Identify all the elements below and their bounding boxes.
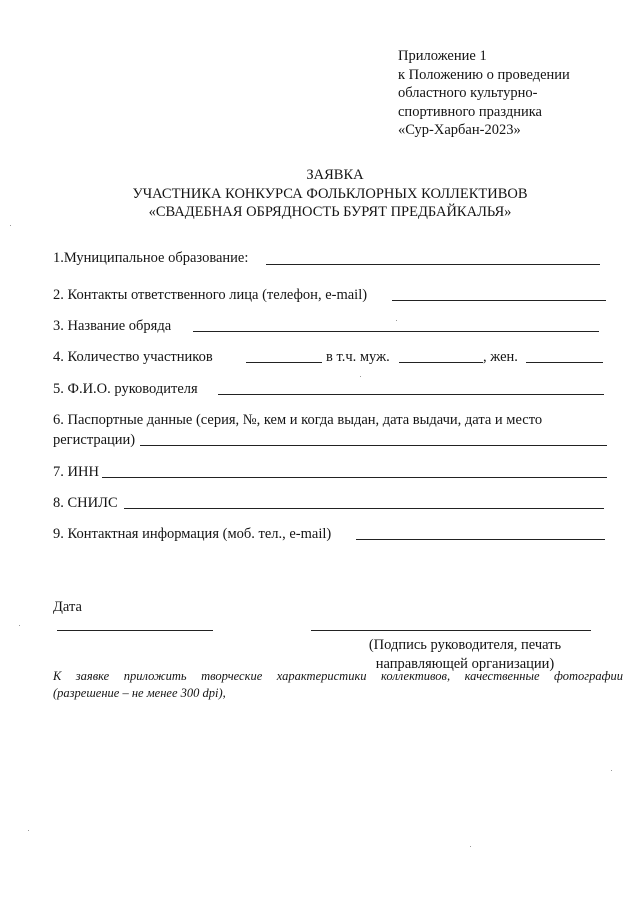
attachment-note (53, 668, 623, 702)
passport-label-line2: регистрации) (53, 432, 136, 448)
form-title (0, 166, 640, 222)
title-line-1: ЗАЯВКА (306, 167, 364, 183)
appendix-line: спортивного праздника (398, 103, 542, 120)
date-label: Дата (53, 599, 82, 615)
date-line[interactable] (57, 630, 213, 631)
appendix-line: Приложение 1 (398, 48, 487, 64)
contact-info-line[interactable] (356, 539, 605, 540)
passport-line[interactable] (140, 445, 607, 446)
title-line-2: УЧАСТНИКА КОНКУРСА ФОЛЬКЛОРНЫХ КОЛЛЕКТИВОВ (132, 185, 528, 202)
participants-female-line[interactable] (526, 362, 603, 363)
rite-name-line[interactable] (193, 331, 599, 332)
title-line-3: «СВАДЕБНАЯ ОБРЯДНОСТЬ БУРЯТ ПРЕДБАЙКАЛЬЯ» (148, 204, 512, 220)
scan-speck (360, 376, 361, 377)
passport-label-line1: 6. Паспортные данные (серия, №, кем и когда выдан, дата выдачи, дата и место (53, 412, 543, 428)
participants-male-label: в т.ч. муж. (326, 349, 390, 365)
municipality-label: 1.Муниципальное образование: (53, 250, 249, 266)
participants-male-line[interactable] (399, 362, 483, 363)
scan-speck (19, 625, 20, 626)
inn-label: 7. ИНН (53, 464, 99, 480)
participants-total-line[interactable] (246, 362, 322, 363)
inn-line[interactable] (102, 477, 607, 478)
leader-name-label: 5. Ф.И.О. руководителя (53, 381, 198, 397)
appendix-line: областного культурно- (398, 85, 538, 101)
appendix-line: «Сур-Харбан-2023» (398, 122, 521, 138)
note-line-2: (разрешение – не менее 300 dpi), (53, 686, 226, 700)
note-line-1: К заявке приложить творческие характеристики коллективов, качественные фотографии (53, 669, 623, 683)
rite-name-label: 3. Название обряда (53, 318, 172, 334)
scan-speck (611, 770, 612, 771)
municipality-line[interactable] (266, 264, 600, 265)
signature-line[interactable] (311, 630, 591, 631)
participants-label: 4. Количество участников (53, 349, 213, 365)
scan-speck (396, 320, 397, 321)
participants-female-label: , жен. (483, 349, 518, 365)
leader-name-line[interactable] (218, 394, 604, 395)
snils-label: 8. СНИЛС (53, 495, 118, 511)
scan-speck (470, 846, 471, 847)
contacts-label: 2. Контакты ответственного лица (телефон, e-mail) (53, 287, 368, 303)
scan-speck (10, 225, 11, 226)
signature-caption-line2: направляющей организации) (375, 655, 555, 672)
snils-line[interactable] (124, 508, 604, 509)
appendix-header (398, 47, 633, 140)
contacts-line[interactable] (392, 300, 606, 301)
contact-info-label: 9. Контактная информация (моб. тел., e-mail) (53, 526, 332, 542)
scan-speck (28, 830, 29, 831)
appendix-line: к Положению о проведении (398, 66, 570, 83)
signature-caption-line1: (Подпись руководителя, печать (368, 637, 562, 653)
